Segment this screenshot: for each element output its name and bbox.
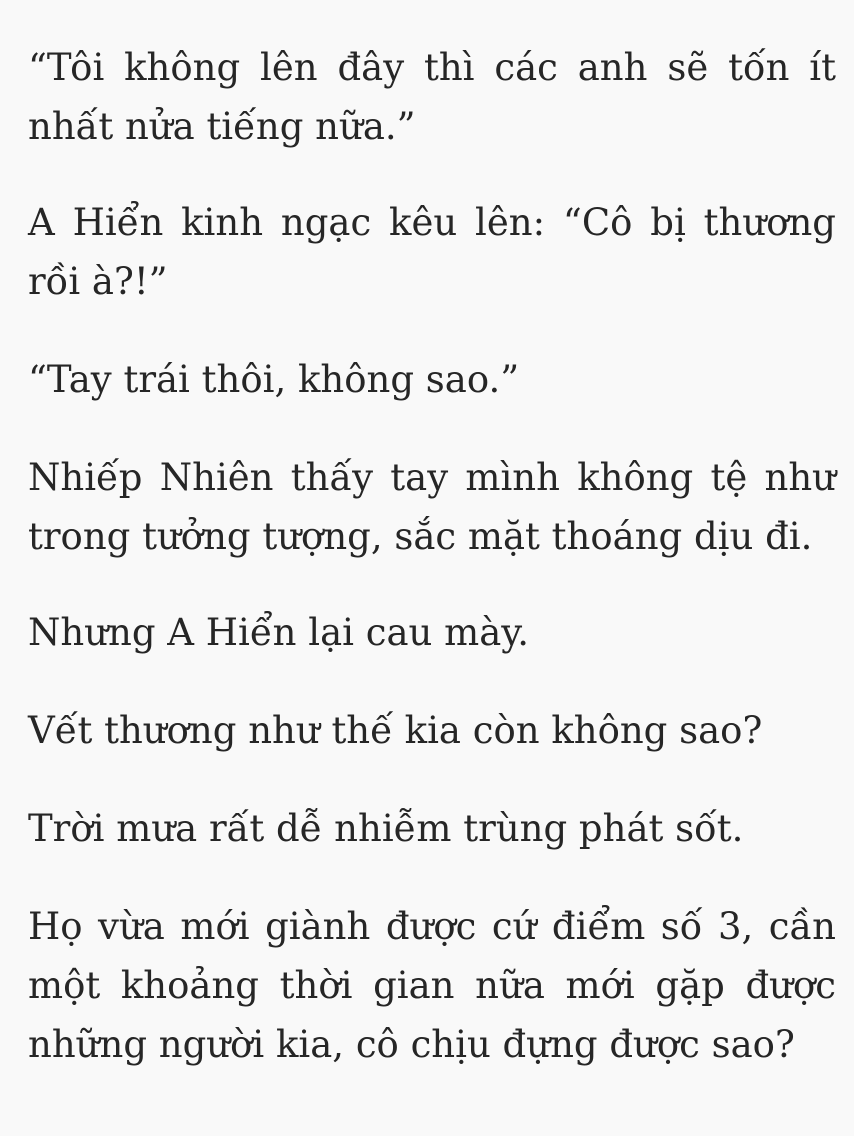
paragraph-6: Vết thương như thế kia còn không sao? bbox=[28, 709, 763, 752]
paragraph-2: A Hiển kinh ngạc kêu lên: “Cô bị thương rồi à?!” bbox=[28, 201, 836, 303]
paragraph-1: “Tôi không lên đây thì các anh sẽ tốn ít nhất nửa tiếng nữa.” bbox=[28, 46, 836, 148]
paragraph-4: Nhiếp Nhiên thấy tay mình không tệ như trong tưởng tượng, sắc mặt thoáng dịu đi. bbox=[28, 456, 836, 558]
paragraph-5: Nhưng A Hiển lại cau mày. bbox=[28, 611, 529, 654]
paragraph-8: Họ vừa mới giành được cứ điểm số 3, cần một khoảng thời gian nữa mới gặp được những người kia, cô chịu đựng được sao? bbox=[28, 905, 836, 1066]
paragraph-3: “Tay trái thôi, không sao.” bbox=[28, 358, 520, 401]
paragraph-7: Trời mưa rất dễ nhiễm trùng phát sốt. bbox=[28, 807, 744, 850]
